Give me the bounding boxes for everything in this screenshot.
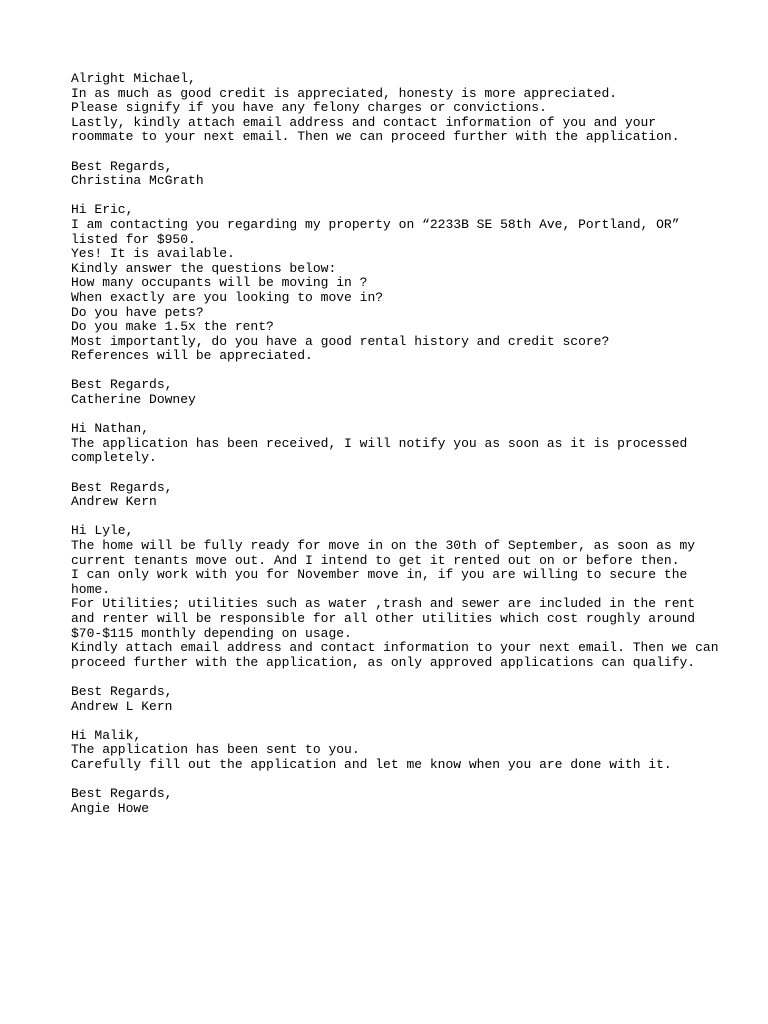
letter-line: Do you have pets?	[71, 304, 204, 320]
letter-line: Kindly answer the questions below:	[71, 260, 337, 276]
letter-line: Kindly attach email address and contact information to your next email. Then we can	[71, 640, 719, 656]
letter-closing: Best Regards,	[71, 479, 173, 495]
letter-block	[71, 72, 711, 189]
letter-line: completely.	[71, 450, 157, 466]
letter-line: How many occupants will be moving in ?	[71, 275, 368, 291]
letter-closing: Best Regards,	[71, 683, 173, 699]
letter-closing: Best Regards,	[71, 786, 173, 802]
letter-line: Carefully fill out the application and let me know when you are done with it.	[71, 756, 672, 772]
letter-greeting: Hi Malik,	[71, 727, 142, 743]
letter-closing: Best Regards,	[71, 158, 173, 174]
letter-block	[71, 523, 719, 714]
letter-greeting: Hi Nathan,	[71, 421, 150, 437]
letter-block	[71, 729, 711, 817]
letter-greeting: Hi Eric,	[71, 202, 134, 218]
letter-line: References will be appreciated.	[71, 348, 313, 364]
letter-line: Please signify if you have any felony charges or convictions.	[71, 100, 547, 116]
letter-line: For Utilities; utilities such as water ,trash and sewer are included in the rent	[71, 596, 696, 612]
letter-line: Yes! It is available.	[71, 246, 235, 262]
letter-line: In as much as good credit is appreciated, honesty is more appreciated.	[71, 85, 618, 101]
letter-line: I am contacting you regarding my property on “2233B SE 58th Ave, Portland, OR”	[71, 216, 680, 232]
letter-signature: Christina McGrath	[71, 173, 204, 189]
letter-line: current tenants move out. And I intend to get it rented out on or before then.	[71, 552, 680, 568]
letter-line: proceed further with the application, as only approved applications can qualify.	[71, 654, 696, 670]
letter-line: and renter will be responsible for all other utilities which cost roughly around	[71, 610, 696, 626]
letter-block	[71, 203, 711, 407]
letter-line: Lastly, kindly attach email address and contact information of you and your	[71, 114, 657, 130]
letter-signature: Andrew L Kern	[71, 698, 173, 714]
letter-line: listed for $950.	[71, 231, 196, 247]
letter-signature: Andrew Kern	[71, 494, 157, 510]
letter-line: I can only work with you for November move in, if you are willing to secure the	[71, 567, 688, 583]
letter-line: home.	[71, 581, 111, 597]
letter-line: $70-$115 monthly depending on usage.	[71, 625, 352, 641]
document-body	[71, 71, 719, 831]
letter-closing: Best Regards,	[71, 377, 173, 393]
letter-line: The home will be fully ready for move in on the 30th of September, as soon as my	[71, 538, 696, 553]
letter-line: Most importantly, do you have a good rental history and credit score?	[71, 333, 610, 349]
letter-block	[71, 422, 711, 510]
letter-line: The application has been received, I will notify you as soon as it is processed	[71, 435, 688, 451]
letter-line: Do you make 1.5x the rent?	[71, 319, 274, 335]
letter-line: When exactly are you looking to move in?	[71, 289, 384, 305]
letter-line: roommate to your next email. Then we can proceed further with the application.	[71, 129, 680, 145]
letter-signature: Angie Howe	[71, 800, 150, 816]
letter-line: The application has been sent to you.	[71, 742, 360, 758]
letter-greeting: Alright Michael,	[71, 71, 196, 86]
letter-greeting: Hi Lyle,	[71, 523, 134, 539]
letter-signature: Catherine Downey	[71, 392, 196, 408]
